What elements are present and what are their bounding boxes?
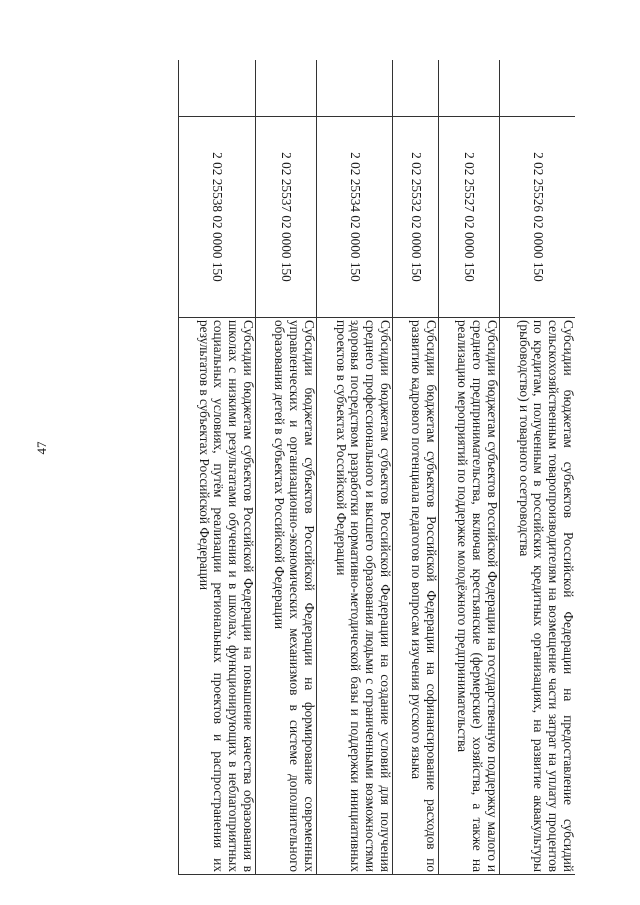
description-cell: Субсидии бюджетам субъектов Российской Федерации на повышение качества образования в школах с низкими результатами обучения и в школах, функционирующих в неблагоприятных социальных условиях, путём реализации региональных проектов и распространения их результатов в субъектах Российской Федерации: [179, 318, 256, 875]
empty-cell: [317, 60, 393, 117]
table-row: [317, 60, 393, 875]
budget-code-cell: 2 02 25526 02 0000 150: [500, 117, 576, 318]
description-cell: Субсидии бюджетам субъектов Российской Федерации на предоставление субсидий сельскохозяйственным товаропроизводителям на возмещение части затрат на уплату процентов по кредитам, полученным в российских кредитных организациях, на развитие аквакультуры (рыбоводство) и товарного осетроводства: [500, 318, 576, 875]
budget-code-cell: 2 02 25538 02 0000 150: [179, 117, 256, 318]
budget-code-cell: 2 02 25537 02 0000 150: [256, 117, 317, 318]
page-number: 47: [34, 441, 49, 455]
budget-code-cell: 2 02 25534 02 0000 150: [317, 117, 393, 318]
empty-cell: [439, 60, 500, 117]
table-row: [500, 60, 576, 875]
table-row: [256, 60, 317, 875]
table-row: [439, 60, 500, 875]
description-cell: Субсидии бюджетам субъектов Российской Федерации на государственную поддержку малого и среднего предпринимательства, включая крестьянские (фермерские) хозяйства, а также на реализацию мероприятий по поддержке молодёжного предпринимательства: [439, 318, 500, 875]
description-cell: Субсидии бюджетам субъектов Российской Федерации на софинансирование расходов по развитию кадрового потенциала педагогов по вопросам изучения русского языка: [393, 318, 439, 875]
empty-cell: [500, 60, 576, 117]
empty-cell: [179, 60, 256, 117]
table-row: [393, 60, 439, 875]
budget-code-table: [178, 60, 575, 875]
empty-cell: [393, 60, 439, 117]
description-cell: Субсидии бюджетам субъектов Российской Федерации на создание условий для получения среднего профессионального и высшего образования людьми с ограниченными возможностями здоровья посредством разработки нормативно-методической базы и поддержки инициативных проектов в субъектах Российской Федерации: [317, 318, 393, 875]
budget-code-cell: 2 02 25527 02 0000 150: [439, 117, 500, 318]
empty-cell: [256, 60, 317, 117]
description-cell: Субсидии бюджетам субъектов Российской Федерации на формирование современных управленческих и организационно-экономических механизмов в системе дополнительного образования детей в субъектах Российской Федерации: [256, 318, 317, 875]
budget-code-table-sheet: [105, 60, 576, 872]
budget-code-cell: 2 02 25532 02 0000 150: [393, 117, 439, 318]
table-row: [179, 60, 256, 875]
